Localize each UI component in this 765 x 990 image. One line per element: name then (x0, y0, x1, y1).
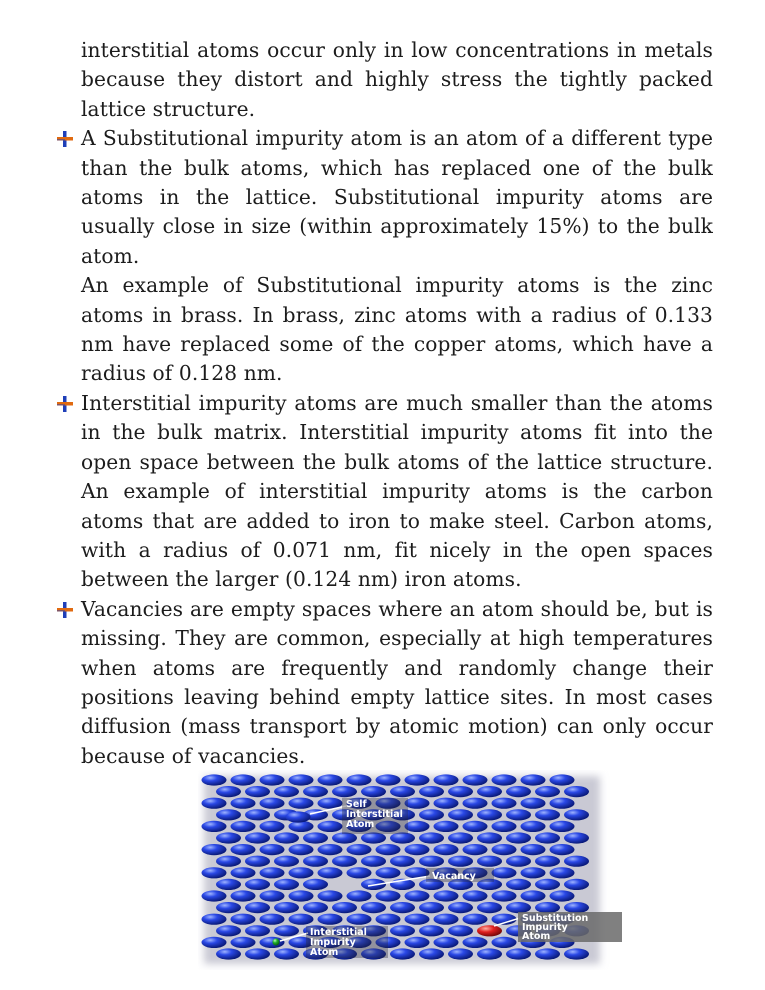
bulk-atom (564, 856, 589, 867)
bulk-atom (274, 786, 299, 797)
self-label-line2: Interstitial (346, 809, 403, 820)
bulk-atom (405, 774, 430, 785)
bullet-substitutional (81, 124, 713, 389)
bulk-atom (260, 844, 285, 855)
bulk-atom (477, 856, 502, 867)
bulk-atom (231, 890, 256, 901)
bulk-atom (419, 925, 444, 936)
bulk-atom (434, 844, 459, 855)
bulk-atom (492, 821, 517, 832)
bulk-atom (347, 774, 372, 785)
bulk-atom (463, 937, 488, 948)
bulk-atom (303, 879, 328, 890)
bulk-atom (448, 786, 473, 797)
bulk-atom (521, 844, 546, 855)
bulk-atom (434, 774, 459, 785)
bulk-atom (318, 844, 343, 855)
bulk-atom (463, 890, 488, 901)
bulk-atom (521, 798, 546, 809)
bulk-atom (506, 832, 531, 843)
bulk-atom (405, 798, 430, 809)
bulk-atom (535, 786, 560, 797)
bulk-atom (318, 821, 343, 832)
bullet-vacancies (81, 595, 713, 771)
bulk-atom (506, 786, 531, 797)
bulk-atom (332, 902, 357, 913)
bulk-atom (463, 821, 488, 832)
lattice-defects-figure (198, 770, 624, 970)
bulk-atom (376, 890, 401, 901)
bulk-atom (216, 832, 241, 843)
bulk-atom (332, 786, 357, 797)
bulk-atom (405, 844, 430, 855)
inter-label-line2: Impurity (310, 937, 356, 948)
bulk-atom (521, 867, 546, 878)
bulk-atom (202, 821, 227, 832)
bulk-atom (202, 937, 227, 948)
bulk-atom (245, 925, 270, 936)
bulk-atom (303, 902, 328, 913)
bulk-atom (376, 867, 401, 878)
bulk-atom (477, 948, 502, 959)
bulk-atom (202, 914, 227, 925)
bulk-atom (390, 856, 415, 867)
bulk-atom (419, 948, 444, 959)
bulk-atom (550, 821, 575, 832)
bulk-atom (564, 809, 589, 820)
bulk-atom (231, 774, 256, 785)
vacancy-label: Vacancy (432, 871, 476, 882)
bulk-atom (535, 879, 560, 890)
paragraph-vacancies: Vacancies are empty spaces where an atom should be, but is missing. They are common, especially at high temperatures when atoms are frequently and randomly change their positions leaving behind empty lattice sites. In most cases diffusion (mass transport by atomic motion) can only occur because of vacancies. (81, 596, 713, 768)
bulk-atom (521, 821, 546, 832)
bulk-atom (216, 948, 241, 959)
bulk-atom (492, 774, 517, 785)
bulk-atom (448, 809, 473, 820)
bulk-atom (231, 914, 256, 925)
bulk-atom (506, 809, 531, 820)
bulk-atom (376, 844, 401, 855)
inter-label-line3: Atom (310, 947, 339, 958)
bulk-atom (216, 856, 241, 867)
subst-label-line1: Substitution (522, 913, 589, 924)
bulk-atom (434, 798, 459, 809)
bulk-atom (463, 914, 488, 925)
substitution-impurity-atom (477, 925, 502, 936)
plus-bullet-icon (56, 395, 74, 413)
bulk-atom (260, 914, 285, 925)
bulk-atom (260, 890, 285, 901)
bulk-atom (564, 879, 589, 890)
bulk-atom (318, 914, 343, 925)
bulk-atom (463, 844, 488, 855)
bulk-atom (245, 856, 270, 867)
paragraph-intro: interstitial atoms occur only in low concentrations in metals because they distort and highly stress the tightly packed lattice structure. (81, 38, 713, 121)
bulk-atom (492, 798, 517, 809)
bulk-atom (231, 821, 256, 832)
bulk-atom (535, 902, 560, 913)
bulk-atom (231, 937, 256, 948)
bulk-atom (477, 832, 502, 843)
bulk-atom (448, 948, 473, 959)
bulk-atom (506, 856, 531, 867)
bulk-atom (419, 832, 444, 843)
bulk-atom (434, 890, 459, 901)
bulk-atom (448, 925, 473, 936)
bulk-atom (347, 914, 372, 925)
bulk-atom (289, 821, 314, 832)
self-label-line1: Self (346, 799, 367, 810)
bulk-atom (332, 856, 357, 867)
inter-label-line1: Interstitial (310, 927, 367, 938)
bulk-atom (419, 809, 444, 820)
bullet-interstitial (81, 389, 713, 595)
bulk-atom (347, 844, 372, 855)
bulk-atom (492, 890, 517, 901)
bulk-atom (564, 902, 589, 913)
bulk-atom (216, 902, 241, 913)
bulk-atom (390, 786, 415, 797)
bulk-atom (448, 902, 473, 913)
bulk-atom (405, 914, 430, 925)
bulk-atom (260, 937, 285, 948)
bulk-atom (405, 821, 430, 832)
bulk-atom (245, 809, 270, 820)
bulk-atom (260, 821, 285, 832)
bulk-atom (260, 867, 285, 878)
bulk-atom (521, 774, 546, 785)
bulk-atom (260, 774, 285, 785)
bulk-atom (202, 798, 227, 809)
bulk-atom (477, 786, 502, 797)
plus-bullet-icon (56, 130, 74, 148)
paragraph-interstitial: Interstitial impurity atoms are much smaller than the atoms in the bulk matrix. Interstitial impurity atoms fit into the open space between the bulk atoms of the lattice structure. An example of interstitial impurity atoms is the carbon atoms that are added to iron to make steel. Carbon atoms, with a radius of 0.071 nm, fit nicely in the open spaces between the larger (0.124 nm) iron atoms. (81, 390, 713, 592)
bulk-atom (477, 902, 502, 913)
bulk-atom (506, 879, 531, 890)
paragraph-substitutional-example: An example of Substitutional impurity atoms is the zinc atoms in brass. In brass, zinc atoms with a radius of 0.133 nm have replaced some of the copper atoms, which have a radius of 0.128 nm. (81, 273, 713, 386)
bulk-atom (477, 809, 502, 820)
bulk-atom (202, 844, 227, 855)
bulk-atom (202, 890, 227, 901)
bulk-atom (564, 948, 589, 959)
bulk-atom (448, 856, 473, 867)
bulk-atom (405, 937, 430, 948)
bulk-atom (550, 798, 575, 809)
bulk-atom (535, 948, 560, 959)
bulk-atom (274, 925, 299, 936)
bulk-atom (492, 844, 517, 855)
bulk-atom (289, 774, 314, 785)
bulk-atom (260, 798, 285, 809)
bulk-atom (216, 786, 241, 797)
bulk-atom (390, 832, 415, 843)
bulk-atom (376, 914, 401, 925)
bulk-atom (289, 844, 314, 855)
bulk-atom (419, 856, 444, 867)
bulk-atom (405, 890, 430, 901)
interstitial-impurity-atom (272, 938, 279, 945)
bulk-atom (550, 844, 575, 855)
bulk-atom (318, 867, 343, 878)
bulk-atom (361, 856, 386, 867)
bulk-atom (506, 948, 531, 959)
bulk-atom (245, 832, 270, 843)
bulk-atom (231, 867, 256, 878)
bulk-atom (332, 832, 357, 843)
bulk-atom (347, 890, 372, 901)
bulk-atom (289, 914, 314, 925)
bulk-atom (376, 774, 401, 785)
bulk-atom (245, 879, 270, 890)
bulk-atom (231, 844, 256, 855)
bulk-atom (463, 798, 488, 809)
bulk-atom (550, 867, 575, 878)
bulk-atom (492, 937, 517, 948)
paragraph-substitutional: A Substitutional impurity atom is an atom of a different type than the bulk atoms, which has replaced one of the bulk atoms in the lattice. Substitutional impurity atoms are usually close in size (within approximately 15%) to the bulk atom. (81, 126, 713, 268)
subst-label-line2: Impurity (522, 922, 568, 933)
bulk-atom (535, 856, 560, 867)
bulk-atom (390, 902, 415, 913)
bulk-atom (202, 867, 227, 878)
bulk-atom (347, 867, 372, 878)
bulk-atom (289, 890, 314, 901)
bulk-atom (216, 879, 241, 890)
bulk-atom (535, 832, 560, 843)
bulk-atom (448, 832, 473, 843)
bulk-atom (318, 774, 343, 785)
subst-label-line3: Atom (522, 931, 551, 942)
bulk-atom (303, 856, 328, 867)
bulk-atom (535, 809, 560, 820)
bulk-atom (303, 832, 328, 843)
bulk-atom (521, 890, 546, 901)
bulk-atom (303, 786, 328, 797)
bulk-atom (245, 902, 270, 913)
bulk-atom (419, 786, 444, 797)
bulk-atom (274, 832, 299, 843)
bulk-atom (216, 809, 241, 820)
bulk-atom (216, 925, 241, 936)
bulk-atom (245, 948, 270, 959)
bulk-atom (434, 914, 459, 925)
bulk-atom (231, 798, 256, 809)
bulk-atom (550, 890, 575, 901)
self-label-line3: Atom (346, 819, 375, 830)
bulk-atom (289, 798, 314, 809)
bulk-atom (245, 786, 270, 797)
bulk-atom (361, 902, 386, 913)
bulk-atom (550, 774, 575, 785)
bulk-atom (434, 821, 459, 832)
bulk-atom (463, 774, 488, 785)
bulk-atom (506, 902, 531, 913)
bulk-atom (390, 925, 415, 936)
document-body (81, 36, 713, 771)
bulk-atom (289, 867, 314, 878)
bulk-atom (434, 937, 459, 948)
bulk-atom (419, 902, 444, 913)
bulk-atom (390, 948, 415, 959)
bulk-atom (318, 890, 343, 901)
bulk-atom (361, 786, 386, 797)
bulk-atom (564, 786, 589, 797)
bulk-atom (361, 832, 386, 843)
bulk-atom (564, 832, 589, 843)
bulk-atom (274, 879, 299, 890)
bulk-atom (274, 902, 299, 913)
self-interstitial-atom (286, 811, 311, 822)
plus-bullet-icon (56, 601, 74, 619)
bulk-atom (274, 856, 299, 867)
bulk-atom (274, 948, 299, 959)
bulk-atom (492, 867, 517, 878)
bulk-atom (202, 774, 227, 785)
